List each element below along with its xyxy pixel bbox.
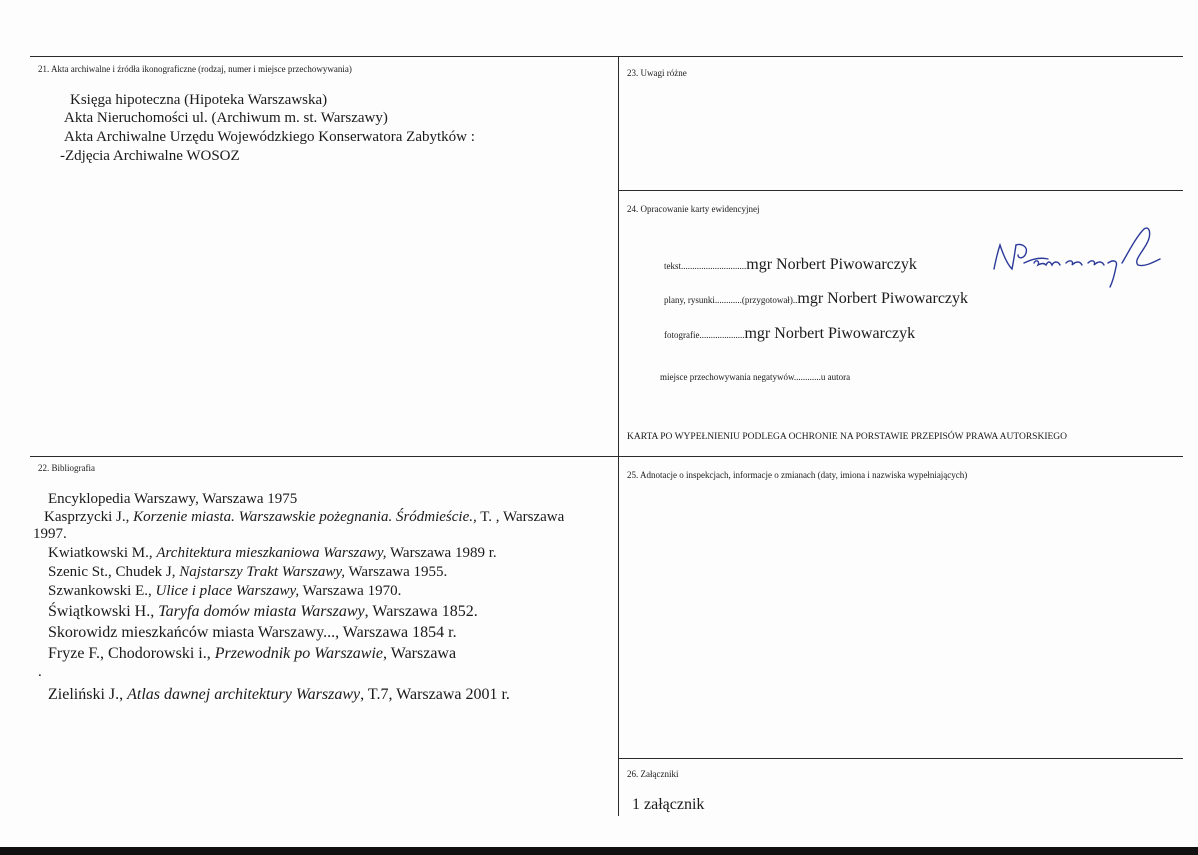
archive-line-2: Akta Nieruchomości ul. (Archiwum m. st. Warszawy)	[64, 110, 388, 126]
bib-entry-8	[48, 645, 456, 662]
bib-entry-9	[48, 686, 510, 703]
bib-entry-9-title: Atlas dawnej architektury Warszawy	[127, 686, 361, 703]
bib-entry-4-pub: Warszawa 1955.	[345, 564, 448, 580]
divider-25-26	[618, 758, 1183, 759]
bib-entry-4-author: Szenic St., Chudek J,	[48, 564, 180, 580]
bib-entry-9-pub: , T.7, Warszawa 2001 r.	[360, 686, 510, 703]
bib-entry-5-title: Ulice i place Warszawy,	[155, 583, 300, 599]
bib-entry-6-pub: , Warszawa 1852.	[364, 603, 478, 620]
archive-line-1: Księga hipoteczna (Hipoteka Warszawska)	[70, 92, 328, 108]
bib-entry-7: Skorowidz mieszkańców miasta Warszawy..., Warszawa 1854 r.	[48, 624, 457, 641]
scan-bottom-edge	[0, 847, 1198, 855]
bib-entry-6	[48, 603, 478, 620]
section-23-heading: 23. Uwagi różne	[627, 68, 687, 78]
section-26-heading: 26. Załączniki	[627, 769, 679, 779]
bib-entry-6-title: Taryfa domów miasta Warszawy	[158, 603, 365, 620]
section-25-heading: 25. Adnotacje o inspekcjach, informacje o zmianach (daty, imiona i nazwiska wypełniających)	[627, 470, 968, 480]
bib-entry-2-pub: T. , Warszawa	[476, 509, 565, 525]
bib-entry-4	[48, 564, 447, 581]
bib-entry-2-year: 1997.	[33, 526, 67, 542]
bib-entry-5	[48, 583, 401, 600]
section-24-heading: 24. Opracowanie karty ewidencyjnej	[627, 204, 760, 214]
bib-entry-5-author: Szwankowski E.,	[48, 583, 156, 599]
bib-entry-8-pub: , Warszawa	[383, 645, 457, 662]
attachments-count: 1 załącznik	[632, 796, 705, 813]
divider-23-24	[618, 190, 1183, 191]
bib-entry-3	[48, 545, 497, 562]
bib-entry-5-pub: Warszawa 1970.	[299, 583, 402, 599]
bib-entry-3-title: Architektura mieszkaniowa Warszawy,	[156, 545, 387, 561]
bib-entry-8-title: Przewodnik po Warszawie	[214, 645, 384, 662]
divider-middle	[30, 456, 1183, 457]
plany-label: plany, rysunki............(przygotował)..	[664, 295, 798, 305]
bib-entry-2-author: Kasprzycki J.,	[44, 509, 134, 525]
section-21-heading: 21. Akta archiwalne i źródła ikonograficzne (rodzaj, numer i miejsce przechowywania)	[38, 64, 352, 74]
plany-row	[664, 290, 968, 308]
bib-entry-4-title: Najstarszy Trakt Warszawy,	[179, 564, 345, 580]
bib-entry-6-author: Świątkowski H.,	[48, 603, 159, 620]
tekst-label: tekst.............................	[664, 261, 747, 271]
negatives-location: miejsce przechowywania negatywów............u autora	[660, 372, 851, 382]
foto-label: fotografie....................	[664, 330, 745, 340]
bib-entry-9-author: Zieliński J.,	[48, 686, 128, 703]
author-signature	[988, 223, 1168, 293]
foto-author: mgr Norbert Piwowarczyk	[744, 325, 916, 342]
foto-row	[664, 325, 915, 343]
bib-entry-2	[44, 509, 564, 526]
bib-entry-1: Encyklopedia Warszawy, Warszawa 1975	[48, 491, 298, 507]
tekst-author: mgr Norbert Piwowarczyk	[746, 256, 917, 273]
bib-entry-8-author: Fryze F., Chodorowski i.,	[48, 645, 215, 662]
archive-line-3: Akta Archiwalne Urzędu Wojewódzkiego Konserwatora Zabytków :	[64, 129, 475, 145]
column-divider	[618, 56, 619, 816]
copyright-notice: KARTA PO WYPEŁNIENIU PODLEGA OCHRONIE NA PORSTAWIE PRZEPISÓW PRAWA AUTORSKIEGO	[627, 432, 1068, 442]
top-border	[30, 56, 1183, 57]
bib-entry-2-title: Korzenie miasta. Warszawskie pożegnania. Śródmieście.,	[133, 509, 477, 525]
bib-entry-3-pub: Warszawa 1989 r.	[386, 545, 497, 561]
tekst-row	[664, 256, 917, 274]
plany-author: mgr Norbert Piwowarczyk	[797, 290, 969, 307]
stray-dot: .	[38, 664, 42, 680]
archive-line-4: -Zdjęcia Archiwalne WOSOZ	[60, 148, 240, 164]
bib-entry-3-author: Kwiatkowski M.,	[48, 545, 157, 561]
section-22-heading: 22. Bibliografia	[38, 463, 95, 473]
